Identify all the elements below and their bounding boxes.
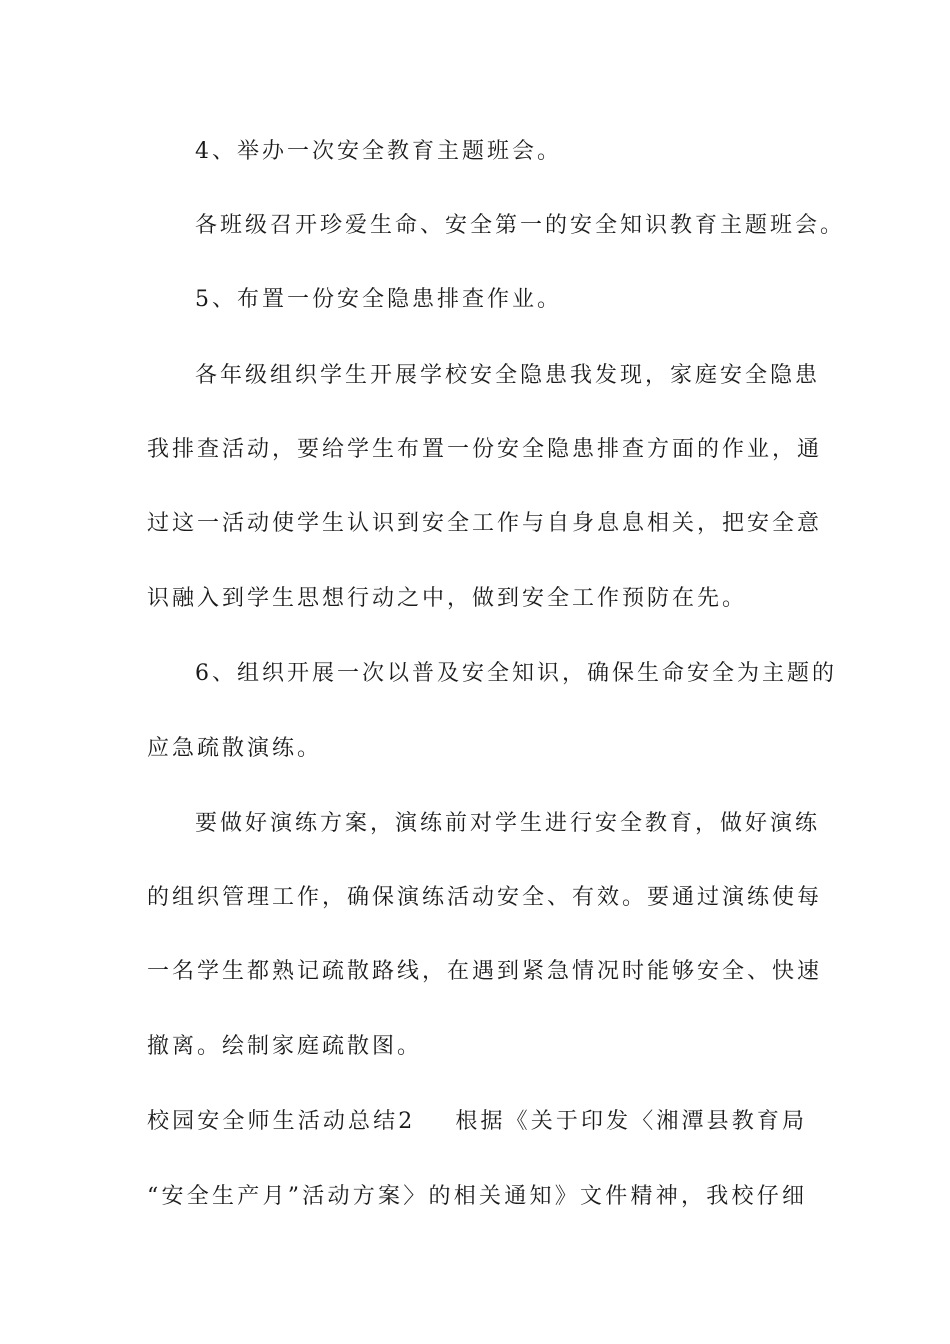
paragraph-line: 要做好演练方案，演练前对学生进行安全教育，做好演练 — [195, 811, 821, 836]
paragraph-line: “安全生产月”活动方案〉的相关通知》文件精神，我校仔细 — [147, 1184, 807, 1209]
section-title: 校园安全师生活动总结2 — [147, 1109, 416, 1134]
paragraph-line: 各年级组织学生开展学校安全隐患我发现，家庭安全隐患 — [195, 363, 821, 388]
paragraph-line: 识融入到学生思想行动之中，做到安全工作预防在先。 — [147, 586, 748, 611]
item-6-heading-continued: 应急疏散演练。 — [147, 736, 323, 761]
paragraph-line: 的组织管理工作，确保演练活动安全、有效。要通过演练使每 — [147, 885, 823, 910]
section-title-line — [147, 1108, 807, 1136]
paragraph-line: 过这一活动使学生认识到安全工作与自身息息相关，把安全意 — [147, 511, 823, 536]
item-4-heading: 4、举办一次安全教育主题班会。 — [195, 139, 562, 164]
item-6-heading: 6、组织开展一次以普及安全知识，确保生命安全为主题的 — [195, 661, 837, 686]
paragraph-line: 我排查活动，要给学生布置一份安全隐患排查方面的作业，通 — [147, 437, 823, 462]
paragraph-line: 各班级召开珍爱生命、安全第一的安全知识教育主题班会。 — [195, 213, 846, 238]
paragraph-line: 撤离。绘制家庭疏散图。 — [147, 1034, 423, 1059]
paragraph-line: 一名学生都熟记疏散路线，在遇到紧急情况时能够安全、快速 — [147, 959, 823, 984]
section-intro: 根据《关于印发〈湘潭县教育局 — [455, 1109, 807, 1134]
item-5-heading: 5、布置一份安全隐患排查作业。 — [195, 287, 562, 312]
